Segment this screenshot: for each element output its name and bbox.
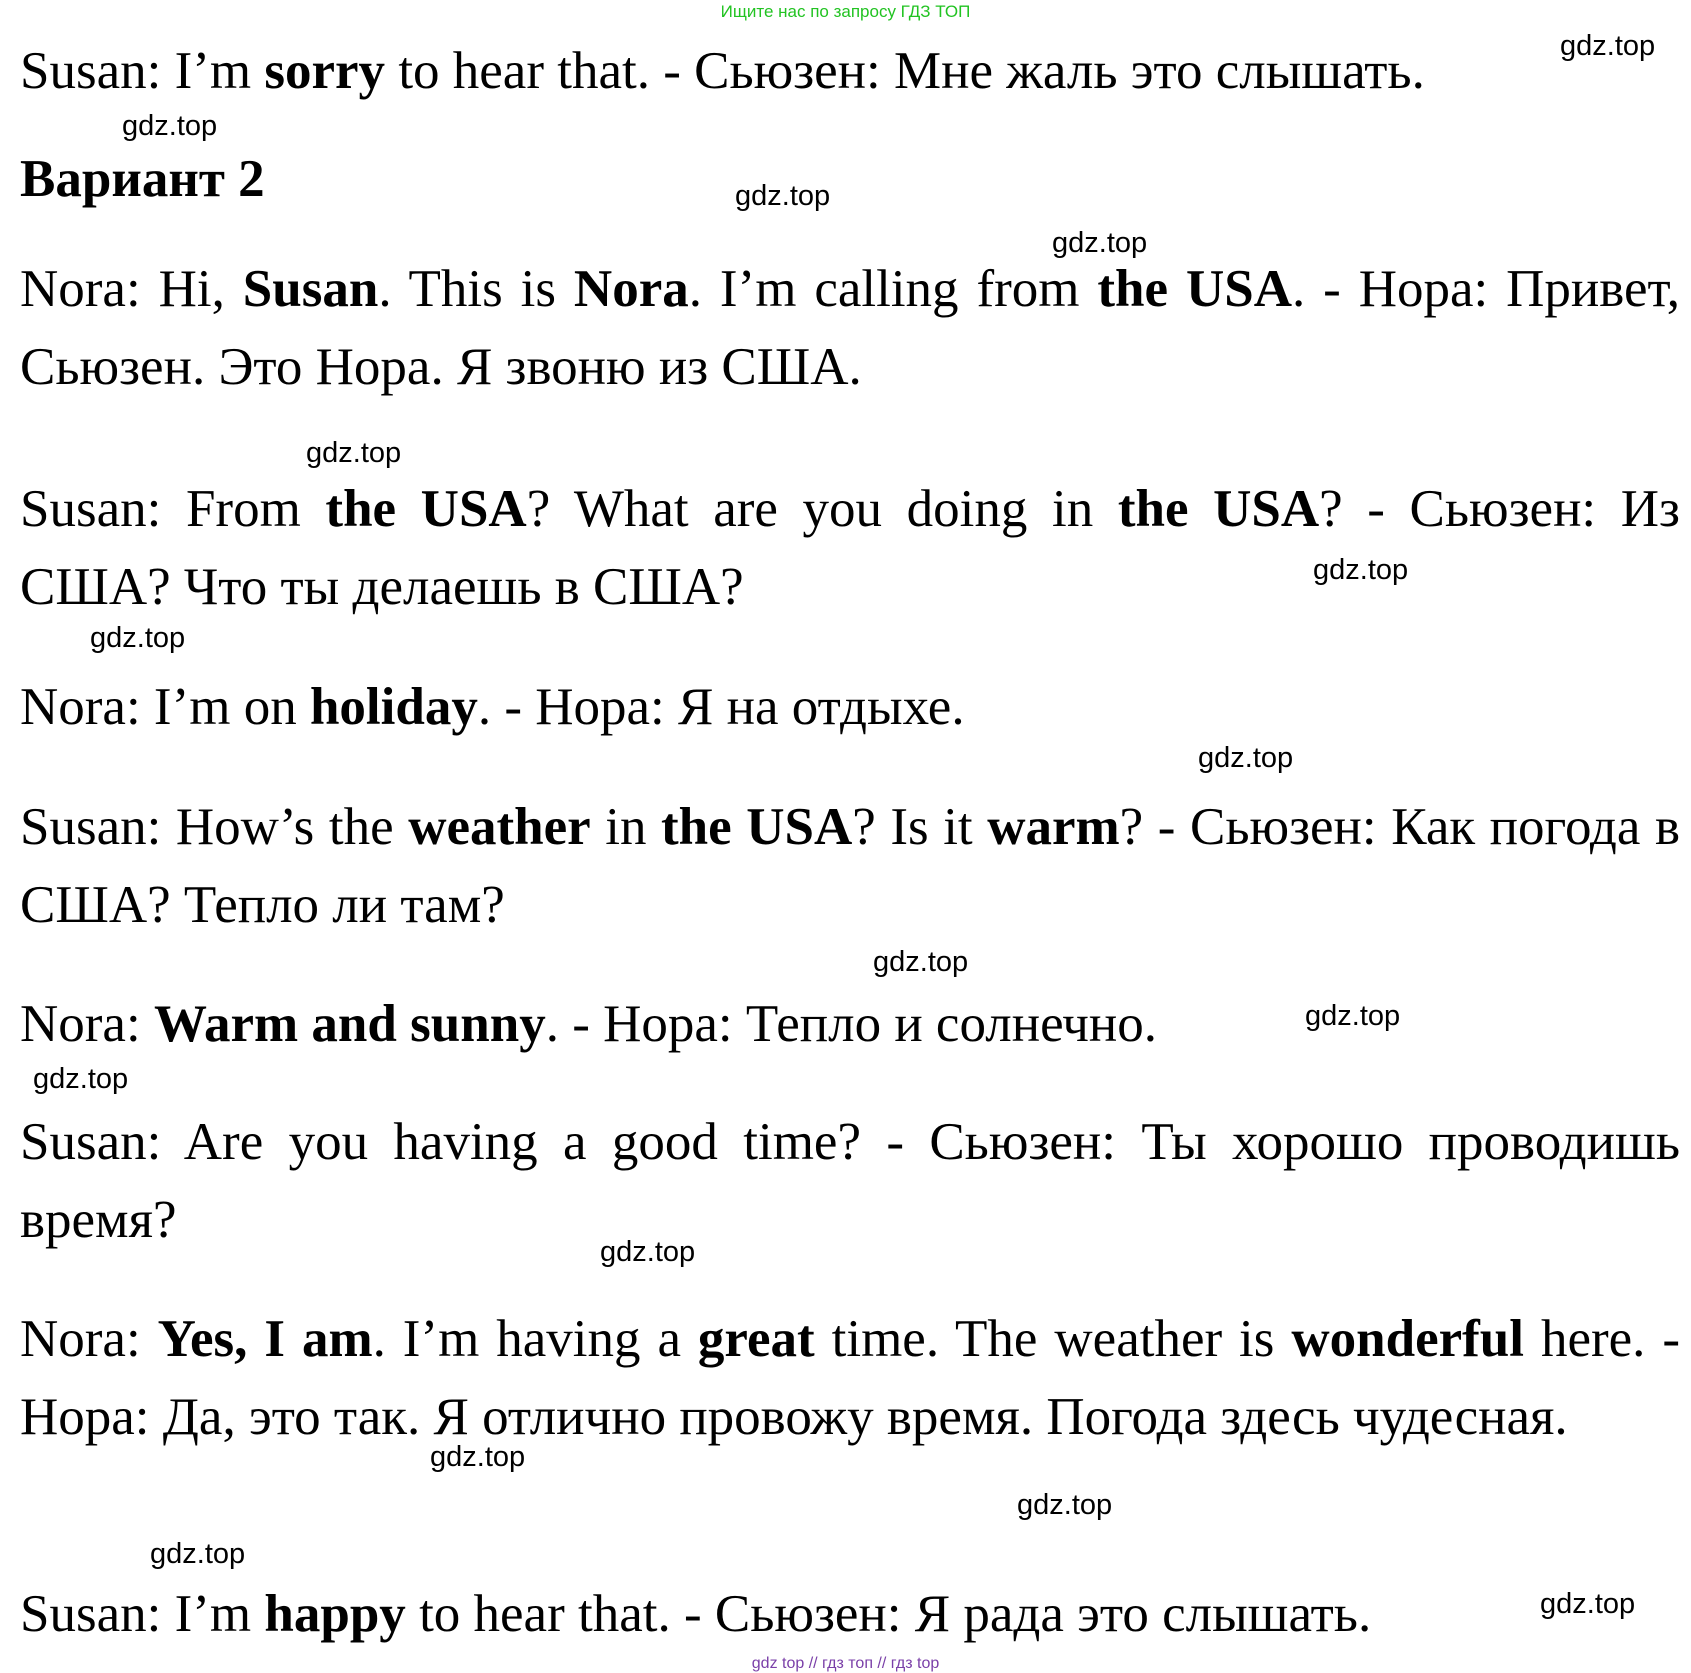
watermark-text: gdz.top: [1198, 742, 1294, 774]
watermark-text: gdz.top: [1313, 554, 1409, 586]
dialogue-line-nora-calling: Nora: Hi, Susan. This is Nora. I’m calling from the USA. - Нора: Привет, Сьюзен. Это Нора. Я звоню из США.: [20, 260, 1680, 396]
watermark-text: gdz.top: [122, 110, 218, 142]
watermark-text: gdz.top: [873, 946, 969, 978]
watermark-text: gdz.top: [150, 1538, 246, 1570]
watermark-text: gdz.top: [90, 622, 186, 654]
footer-note: gdz top // гдз топ // гдз top: [751, 1655, 940, 1672]
watermark-text: gdz.top: [1052, 227, 1148, 259]
watermark-text: gdz.top: [1540, 1588, 1636, 1620]
watermark-text: gdz.top: [1560, 30, 1656, 62]
dialogue-line-susan-happy: Susan: I’m happy to hear that. - Сьюзен: Я рада это слышать.: [20, 1585, 1372, 1643]
watermark-text: gdz.top: [306, 437, 402, 469]
watermark-text: gdz.top: [735, 180, 831, 212]
dialogue-line-nora-holiday: Nora: I’m on holiday. - Нора: Я на отдыхе.: [20, 678, 965, 736]
dialogue-line-nora-great-time: Nora: Yes, I am. I’m having a great time. The weather is wonderful here. - Нора: Да, это так. Я отлично провожу время. Погода здесь чудесная.: [20, 1310, 1680, 1446]
dialogue-line-susan-good-time: Susan: Are you having a good time? - Сьюзен: Ты хорошо проводишь время?: [20, 1113, 1680, 1249]
dialogue-line-susan-weather: Susan: How’s the weather in the USA? Is it warm? - Сьюзен: Как погода в США? Тепло ли там?: [20, 798, 1681, 934]
header-note: Ищите нас по запросу ГДЗ ТОП: [720, 2, 971, 21]
variant-heading: Вариант 2: [20, 150, 265, 208]
watermark-text: gdz.top: [430, 1441, 526, 1473]
watermark-text: gdz.top: [600, 1236, 696, 1268]
dialogue-line-susan-sorry: Susan: I’m sorry to hear that. - Сьюзен: Мне жаль это слышать.: [20, 42, 1425, 100]
watermark-text: gdz.top: [1017, 1489, 1113, 1521]
watermark-text: gdz.top: [33, 1063, 129, 1095]
dialogue-line-nora-warm: Nora: Warm and sunny. - Нора: Тепло и солнечно.: [20, 995, 1158, 1053]
watermark-text: gdz.top: [1305, 1000, 1401, 1032]
dialogue-line-susan-from-usa: Susan: From the USA? What are you doing in the USA? - Сьюзен: Из США? Что ты делаешь в США?: [20, 480, 1680, 616]
